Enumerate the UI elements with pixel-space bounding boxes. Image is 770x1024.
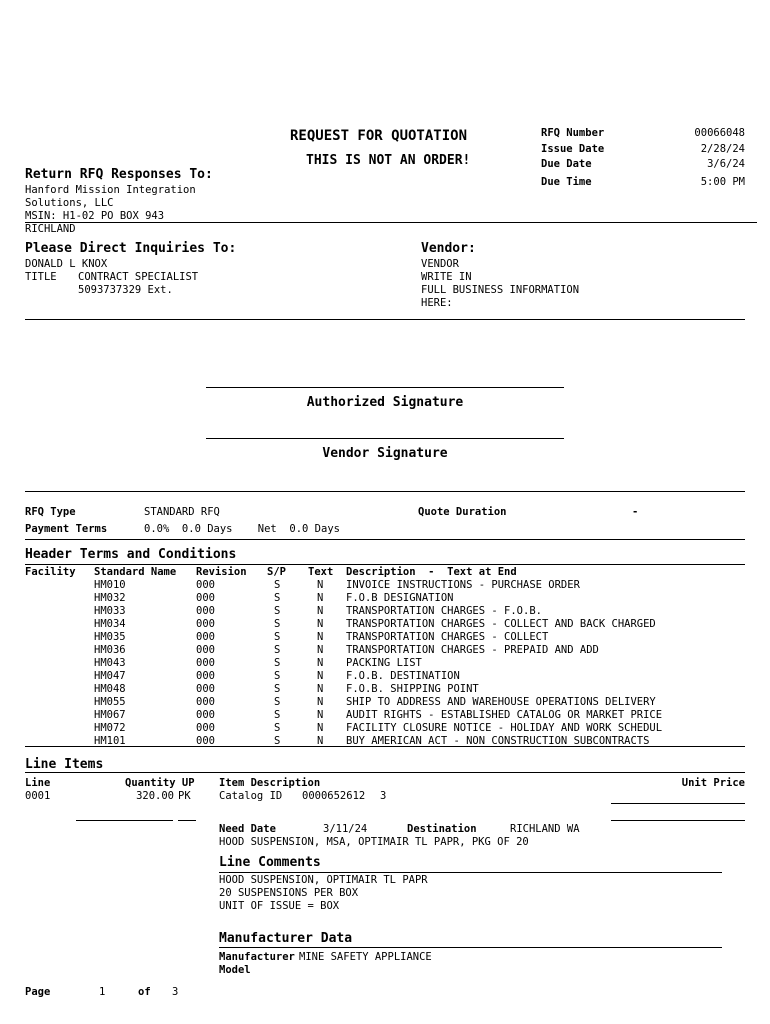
col-description: Description - Text at End <box>346 566 517 578</box>
return-address-line: RICHLAND <box>25 223 76 235</box>
term-description: TRANSPORTATION CHARGES - COLLECT AND BACK CHARGED <box>346 618 656 630</box>
term-sp: S <box>274 722 281 734</box>
of-label: of <box>138 986 151 998</box>
not-an-order-notice: THIS IS NOT AN ORDER! <box>306 153 471 168</box>
manufacturer-label: Manufacturer <box>219 951 295 963</box>
term-sp: S <box>274 683 281 695</box>
extended-price-field[interactable] <box>611 820 745 821</box>
col-standard-name: Standard Name <box>94 566 177 578</box>
quoted-unit-field[interactable] <box>178 820 196 821</box>
return-address-line: Hanford Mission Integration <box>25 184 196 196</box>
term-text-flag: N <box>317 644 324 656</box>
term-sp: S <box>274 618 281 630</box>
contact-name: DONALD L KNOX <box>25 258 108 270</box>
term-sp: S <box>274 579 281 591</box>
term-revision: 000 <box>196 618 215 630</box>
issue-date: 2/28/24 <box>700 143 745 155</box>
need-date-label: Need Date <box>219 823 276 835</box>
divider <box>25 539 745 540</box>
vendor-line: HERE: <box>421 297 453 309</box>
term-text-flag: N <box>317 683 324 695</box>
term-standard-name: HM032 <box>94 592 126 604</box>
catalog-suffix: 3 <box>380 790 387 802</box>
model-label: Model <box>219 964 251 976</box>
line-items-heading: Line Items <box>25 757 104 772</box>
term-revision: 000 <box>196 709 215 721</box>
comment-line: 20 SUSPENSIONS PER BOX <box>219 887 359 899</box>
quoted-quantity-field[interactable] <box>76 820 173 821</box>
catalog-id: 0000652612 <box>302 790 366 802</box>
need-date: 3/11/24 <box>323 823 368 835</box>
payment-terms-label: Payment Terms <box>25 523 108 535</box>
term-description: TRANSPORTATION CHARGES - F.O.B. <box>346 605 542 617</box>
term-revision: 000 <box>196 683 215 695</box>
term-standard-name: HM010 <box>94 579 126 591</box>
term-text-flag: N <box>317 735 324 747</box>
term-sp: S <box>274 592 281 604</box>
term-description: INVOICE INSTRUCTIONS - PURCHASE ORDER <box>346 579 580 591</box>
divider <box>25 772 745 773</box>
rfq-number: 00066048 <box>694 127 745 139</box>
rfq-type-label: RFQ Type <box>25 506 76 518</box>
due-time: 5:00 PM <box>700 176 745 188</box>
term-revision: 000 <box>196 631 215 643</box>
term-text-flag: N <box>317 696 324 708</box>
line-unit: PK <box>178 790 191 802</box>
due-date-label: Due Date <box>541 158 592 170</box>
contact-title: CONTRACT SPECIALIST <box>78 271 199 283</box>
term-text-flag: N <box>317 605 324 617</box>
line-number: 0001 <box>25 790 51 802</box>
vendor-signature-label: Vendor Signature <box>322 446 448 461</box>
line-quantity: 320.00 <box>136 790 174 802</box>
term-sp: S <box>274 631 281 643</box>
term-revision: 000 <box>196 657 215 669</box>
term-text-flag: N <box>317 709 324 721</box>
vendor-line: FULL BUSINESS INFORMATION <box>421 284 580 296</box>
term-revision: 000 <box>196 644 215 656</box>
divider <box>219 872 722 873</box>
term-sp: S <box>274 735 281 747</box>
term-description: TRANSPORTATION CHARGES - PREPAID AND ADD <box>346 644 599 656</box>
term-standard-name: HM035 <box>94 631 126 643</box>
term-text-flag: N <box>317 722 324 734</box>
col-revision: Revision <box>196 566 247 578</box>
term-revision: 000 <box>196 696 215 708</box>
term-description: PACKING LIST <box>346 657 422 669</box>
term-standard-name: HM047 <box>94 670 126 682</box>
term-sp: S <box>274 696 281 708</box>
term-standard-name: HM101 <box>94 735 126 747</box>
issue-date-label: Issue Date <box>541 143 605 155</box>
vendor-signature-line[interactable] <box>206 438 564 439</box>
term-description: AUDIT RIGHTS - ESTABLISHED CATALOG OR MARKET PRICE <box>346 709 663 721</box>
authorized-signature-label: Authorized Signature <box>306 395 464 410</box>
term-text-flag: N <box>317 631 324 643</box>
term-standard-name: HM067 <box>94 709 126 721</box>
term-standard-name: HM034 <box>94 618 126 630</box>
divider <box>25 222 757 223</box>
term-description: F.O.B. SHIPPING POINT <box>346 683 479 695</box>
term-text-flag: N <box>317 657 324 669</box>
due-time-label: Due Time <box>541 176 592 188</box>
destination-label: Destination <box>407 823 477 835</box>
comment-line: HOOD SUSPENSION, OPTIMAIR TL PAPR <box>219 874 428 886</box>
term-text-flag: N <box>317 670 324 682</box>
col-line: Line <box>25 777 51 789</box>
term-text-flag: N <box>317 579 324 591</box>
col-unit-price: Unit Price <box>681 777 745 789</box>
term-revision: 000 <box>196 605 215 617</box>
return-address-line: MSIN: H1-02 PO BOX 943 <box>25 210 165 222</box>
destination: RICHLAND WA <box>510 823 580 835</box>
quote-duration-label: Quote Duration <box>418 506 507 518</box>
col-facility: Facility <box>25 566 76 578</box>
term-description: BUY AMERICAN ACT - NON CONSTRUCTION SUBCONTRACTS <box>346 735 650 747</box>
divider <box>25 491 745 492</box>
divider <box>25 564 745 565</box>
term-standard-name: HM048 <box>94 683 126 695</box>
term-revision: 000 <box>196 722 215 734</box>
term-text-flag: N <box>317 592 324 604</box>
item-description: HOOD SUSPENSION, MSA, OPTIMAIR TL PAPR, PKG OF 20 <box>219 836 529 848</box>
term-text-flag: N <box>317 618 324 630</box>
term-standard-name: HM043 <box>94 657 126 669</box>
return-address-line: Solutions, LLC <box>25 197 114 209</box>
col-item-description: Item Description <box>219 777 321 789</box>
vendor-heading: Vendor: <box>421 241 476 256</box>
term-sp: S <box>274 657 281 669</box>
inquiries-heading: Please Direct Inquiries To: <box>25 241 237 256</box>
quote-duration: - <box>632 506 639 518</box>
term-standard-name: HM036 <box>94 644 126 656</box>
term-sp: S <box>274 605 281 617</box>
term-description: SHIP TO ADDRESS AND WAREHOUSE OPERATIONS DELIVERY <box>346 696 656 708</box>
contact-phone: 5093737329 Ext. <box>78 284 173 296</box>
catalog-id-label: Catalog ID <box>219 790 283 802</box>
manufacturer: MINE SAFETY APPLIANCE <box>299 951 432 963</box>
unit-price-field[interactable] <box>611 803 745 804</box>
divider <box>219 947 722 948</box>
term-revision: 000 <box>196 592 215 604</box>
page-total: 3 <box>172 986 179 998</box>
col-sp: S/P <box>267 566 286 578</box>
payment-terms: 0.0% 0.0 Days Net 0.0 Days <box>144 523 340 535</box>
term-revision: 000 <box>196 670 215 682</box>
term-description: F.O.B DESIGNATION <box>346 592 454 604</box>
rfq-number-label: RFQ Number <box>541 127 605 139</box>
col-text: Text <box>308 566 334 578</box>
term-sp: S <box>274 670 281 682</box>
term-revision: 000 <box>196 735 215 747</box>
term-standard-name: HM055 <box>94 696 126 708</box>
return-to-heading: Return RFQ Responses To: <box>25 167 213 182</box>
term-description: FACILITY CLOSURE NOTICE - HOLIDAY AND WORK SCHEDUL <box>346 722 663 734</box>
divider <box>25 319 745 320</box>
comment-line: UNIT OF ISSUE = BOX <box>219 900 340 912</box>
due-date: 3/6/24 <box>707 158 745 170</box>
term-standard-name: HM033 <box>94 605 126 617</box>
divider <box>25 746 745 747</box>
term-revision: 000 <box>196 579 215 591</box>
term-description: F.O.B. DESTINATION <box>346 670 460 682</box>
page-label: Page <box>25 986 51 998</box>
term-standard-name: HM072 <box>94 722 126 734</box>
term-sp: S <box>274 644 281 656</box>
page-number: 1 <box>99 986 106 998</box>
document-title: REQUEST FOR QUOTATION <box>290 128 468 144</box>
vendor-line: VENDOR <box>421 258 459 270</box>
authorized-signature-line[interactable] <box>206 387 564 388</box>
term-sp: S <box>274 709 281 721</box>
terms-heading: Header Terms and Conditions <box>25 547 237 562</box>
vendor-line: WRITE IN <box>421 271 472 283</box>
manufacturer-heading: Manufacturer Data <box>219 931 353 946</box>
term-description: TRANSPORTATION CHARGES - COLLECT <box>346 631 549 643</box>
rfq-type: STANDARD RFQ <box>144 506 220 518</box>
contact-title-label: TITLE <box>25 271 57 283</box>
col-quantity: Quantity UP <box>125 777 195 789</box>
line-comments-heading: Line Comments <box>219 855 321 870</box>
